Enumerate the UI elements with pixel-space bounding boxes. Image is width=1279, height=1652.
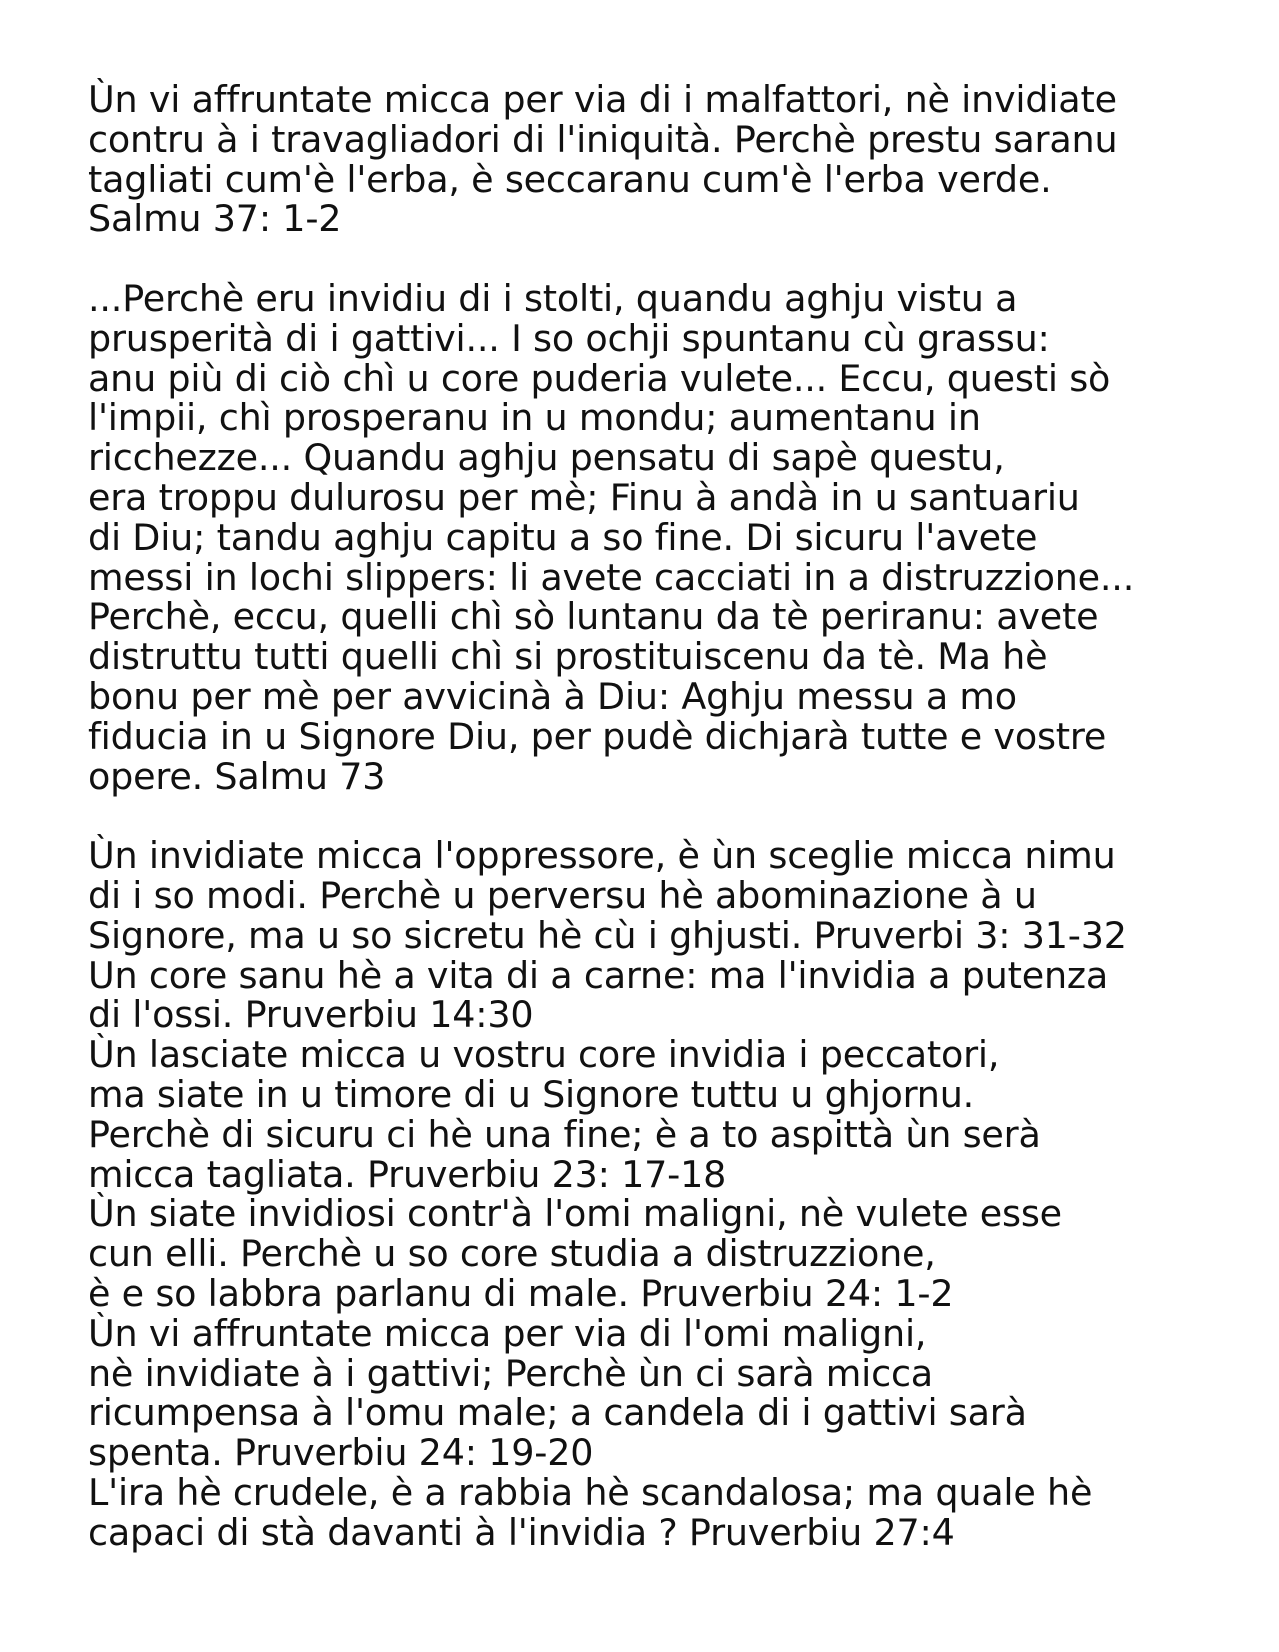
text-line: Ùn lasciate micca u vostru core invidia i peccatori, [88, 1033, 1000, 1077]
text-line: bonu per mè per avvicinà à Diu: Aghju messu a mo [88, 674, 1017, 718]
text-line: L'ira hè crudele, è a rabbia hè scandalosa; ma quale hè [88, 1470, 1093, 1514]
text-line: ricchezze... Quandu aghju pensatu di sapè questu, [88, 436, 1005, 480]
text-line: di l'ossi. Pruverbiu 14:30 [88, 993, 534, 1037]
text-line: contru à i travagliadori di l'iniquità. Perchè prestu saranu [88, 117, 1118, 161]
text-line: ma siate in u timore di u Signore tuttu u ghjornu. [88, 1072, 975, 1116]
passage-pruverbi [88, 836, 1258, 1552]
text-line: ricumpensa à l'omu male; a candela di i gattivi sarà [88, 1391, 1027, 1435]
text-line: Un core sanu hè a vita di a carne: ma l'invidia a putenza [88, 953, 1109, 997]
text-line: Ùn vi affruntate micca per via di i malfattori, nè invidiate [88, 78, 1117, 121]
text-line: messi in lochi slippers: li avete cacciati in a distruzzione... [88, 555, 1135, 599]
text-line: tagliati cum'è l'erba, è seccaranu cum'è l'erba verde. [88, 157, 1052, 201]
passage-salmu-37 [88, 80, 1258, 239]
text-line: opere. Salmu 73 [88, 754, 386, 798]
text-line: spenta. Pruverbiu 24: 19-20 [88, 1431, 594, 1475]
text-line: Ùn siate invidiosi contr'à l'omi maligni, nè vulete esse [88, 1192, 1062, 1236]
text-line: di i so modi. Perchè u perversu hè abominazione à u [88, 873, 1037, 917]
text-line: di Diu; tandu aghju capitu a so fine. Di sicuru l'avete [88, 515, 1038, 559]
text-line: Ùn invidiate micca l'oppressore, è ùn sceglie micca nimu [88, 834, 1116, 878]
text-line: era troppu dulurosu per mè; Finu à andà in u santuariu [88, 475, 1080, 519]
text-line: capaci di stà davanti à l'invidia ? Pruverbiu 27:4 [88, 1510, 955, 1554]
text-line: prusperità di i gattivi... I so ochji spuntanu cù grassu: [88, 316, 1050, 360]
passage-salmu-73 [88, 276, 1258, 798]
text-line: l'impii, chì prosperanu in u mondu; aumentanu in [88, 396, 981, 440]
paragraph-gap [88, 796, 1258, 836]
text-line: Perchè di sicuru ci hè una fine; è a to aspittà ùn serà [88, 1112, 1041, 1156]
text-line: distruttu tutti quelli chì si prostituiscenu da tè. Ma hè [88, 635, 1048, 679]
text-line: Ùn vi affruntate micca per via di l'omi maligni, [88, 1311, 927, 1355]
text-line: è e so labbra parlanu di male. Pruverbiu 24: 1-2 [88, 1271, 954, 1315]
text-line: nè invidiate à i gattivi; Perchè ùn ci sarà micca [88, 1351, 933, 1395]
text-line: Perchè, eccu, quelli chì sò luntanu da tè periranu: avete [88, 595, 1099, 639]
text-line: ...Perchè eru invidiu di i stolti, quandu aghju vistu a [88, 276, 1018, 320]
text-line: anu più di ciò chì u core puderia vulete... Eccu, questi sò [88, 356, 1111, 400]
text-line: cun elli. Perchè u so core studia a distruzzione, [88, 1232, 936, 1276]
text-line: Salmu 37: 1-2 [88, 197, 342, 241]
document-body [88, 80, 1258, 1552]
text-line: fiducia in u Signore Diu, per pudè dichjarà tutte e vostre [88, 714, 1107, 758]
text-line: Signore, ma u so sicretu hè cù i ghjusti. Pruverbi 3: 31-32 [88, 913, 1127, 957]
text-line: micca tagliata. Pruverbiu 23: 17-18 [88, 1152, 727, 1196]
paragraph-gap [88, 239, 1258, 279]
